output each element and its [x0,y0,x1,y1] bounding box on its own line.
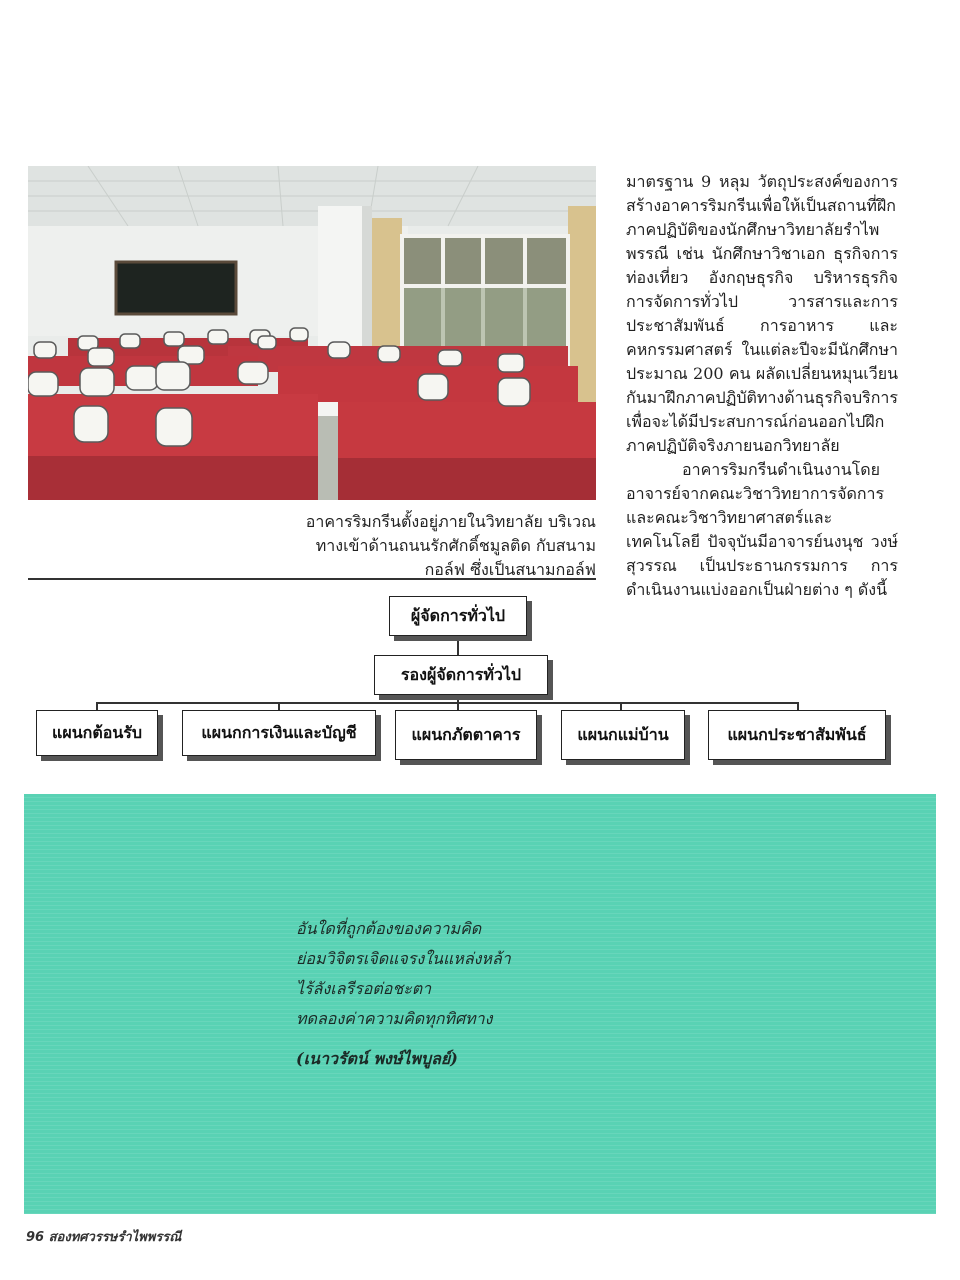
org-box-reception: แผนกต้อนรับ [36,710,158,756]
connector-top-deputy [457,635,459,655]
connector-dept-5 [797,702,799,710]
body-text [626,170,898,602]
photo-caption: อาคารริมกรีนตั้งอยู่ภายในวิทยาลัย บริเวณทางเข้าด้านถนนรักศักดิ์ชมูลติด กับสนามกอล์ฟ ซึ่งเป็นสนามกอล์ฟ [305,512,596,579]
org-box-finance: แผนกการเงินและบัญชี [182,710,376,756]
page-footer: 96 สองทศวรรษรำไพพรรณี [26,1230,182,1245]
poem-line-2: ย่อมวิจิตรเจิดแจรงในแหล่งหล้า [296,949,511,968]
poem-author: (เนาวรัตน์ พงษ์ไพบูลย์) [296,1049,458,1068]
poem-line-3: ไร้ลังเลรีรอต่อชะตา [296,979,432,998]
connector-dept-1 [96,702,98,710]
connector-dept-4 [620,702,622,710]
meeting-room-photo [28,166,596,500]
org-box-housekeeping: แผนกแม่บ้าน [561,710,685,760]
body-paragraph-1: มาตรฐาน 9 หลุม วัตถุประสงค์ของการสร้างอาคารริมกรีนเพื่อให้เป็นสถานที่ฝึกภาคปฏิบัติของนักศึกษาวิทยาลัยรำไพพรรณี เช่น นักศึกษาวิชาเอก ธุรกิจการท่องเที่ยว อังกฤษธุรกิจ บริหารธุรกิจ การจัดการทั่วไป วารสารและการประชาสัมพันธ์ การอาหาร และคหกรรมศาสตร์ ในแต่ละปีจะมีนักศึกษาประมาณ 200 คน ผลัดเปลี่ยนหมุนเวียนกันมาฝึกภาคปฏิบัติทางด้านธุรกิจบริการ เพื่อจะได้มีประสบการณ์ก่อนออกไปฝึกภาคปฏิบัติจริงภายนอกวิทยาลัย [626,172,898,455]
body-paragraph-2: อาคารริมกรีนดำเนินงานโดยอาจารย์จากคณะวิชาวิทยาการจัดการและคณะวิชาวิทยาศาสตร์และเทคโนโลยี ปัจจุบันมีอาจารย์นงนุช วงษ์สุวรรณ เป็นประธานกรรมการ การดำเนินงานแบ่งออกเป็นฝ่ายต่าง ๆ ดังนี้ [626,460,898,599]
connector-bus [96,702,798,704]
caption-divider [28,578,596,580]
connector-dept-3 [457,702,459,710]
meeting-room-illustration [28,166,596,500]
poem-line-4: ทดลองค่าความคิดทุกทิศทาง [296,1009,493,1028]
poem [296,914,511,1074]
org-box-restaurant: แผนกภัตตาคาร [395,710,537,760]
connector-dept-2 [278,702,280,710]
org-box-public-relations: แผนกประชาสัมพันธ์ [708,710,886,760]
org-box-general-manager: ผู้จัดการทั่วไป [389,596,527,636]
poem-line-1: อันใดที่ถูกต้องของความคิด [296,919,482,938]
org-box-deputy-manager: รองผู้จัดการทั่วไป [374,655,548,695]
